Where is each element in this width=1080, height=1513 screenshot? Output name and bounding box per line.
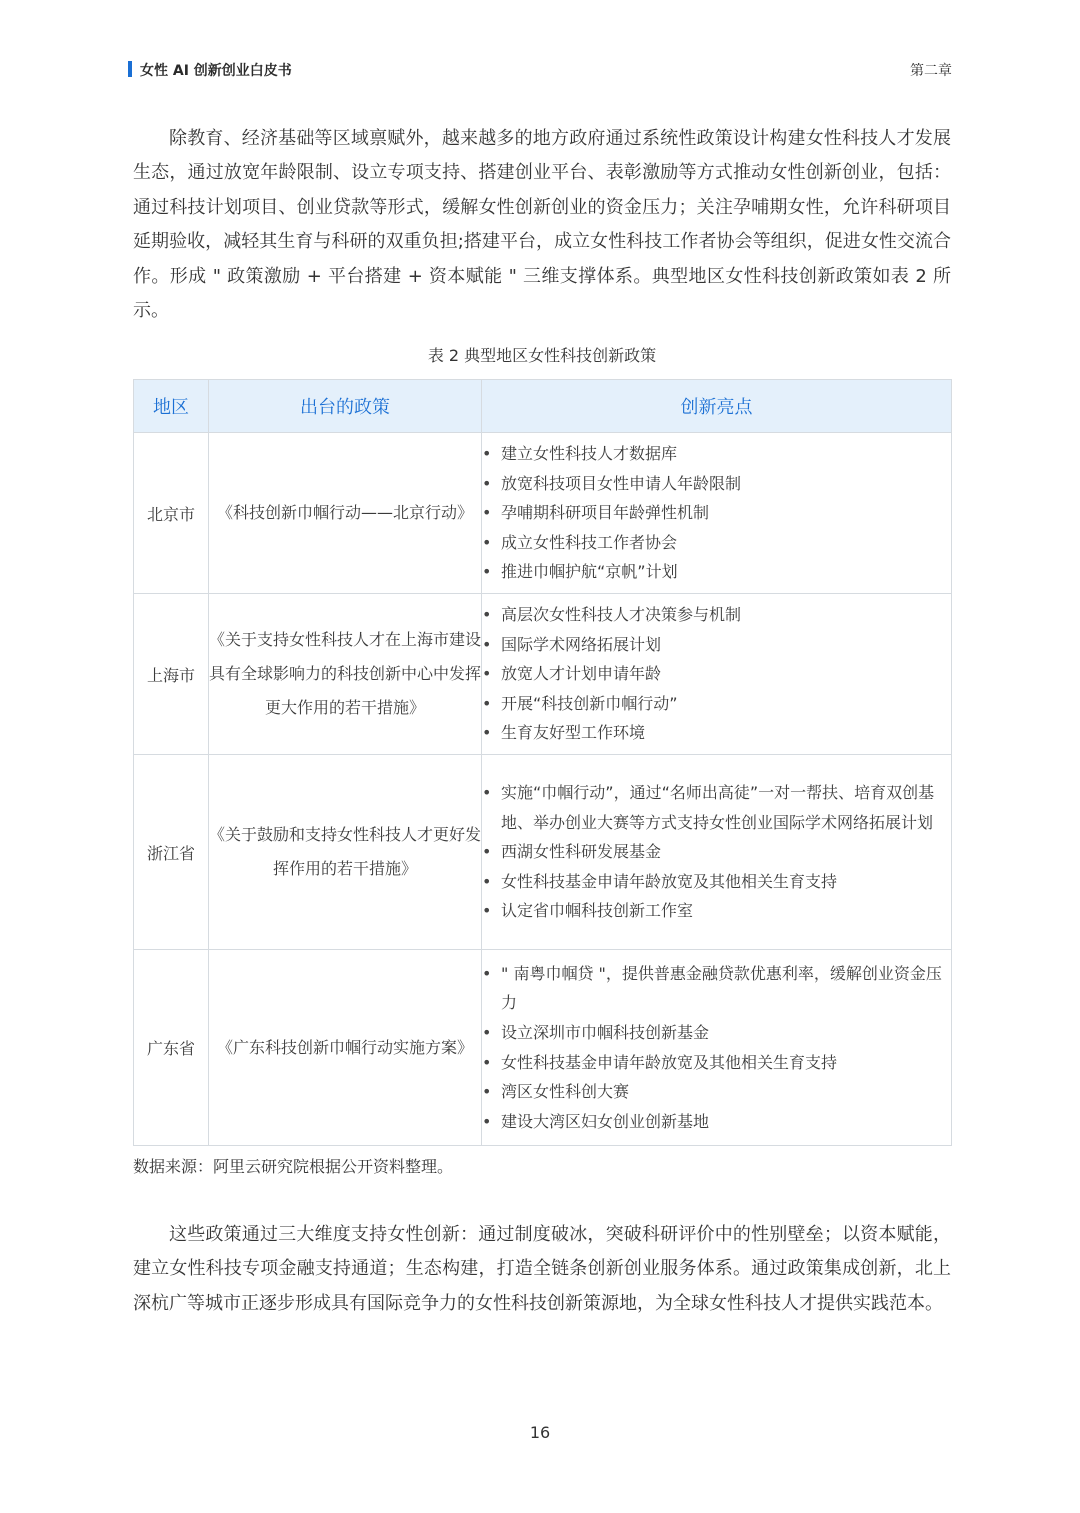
policy-cell: 《广东科技创新巾帼行动实施方案》 bbox=[209, 950, 482, 1146]
region-cell: 广东省 bbox=[134, 950, 209, 1146]
highlights-cell bbox=[482, 950, 952, 1146]
highlight-item: • 高层次女性科技人才决策参与机制 bbox=[482, 600, 951, 630]
header-region: 地区 bbox=[134, 380, 209, 433]
policy-cell: 《关于鼓励和支持女性科技人才更好发挥作用的若干措施》 bbox=[209, 755, 482, 950]
highlight-item: • 放宽科技项目女性申请人年龄限制 bbox=[482, 469, 951, 499]
policy-table bbox=[133, 379, 952, 1146]
highlight-item: • 湾区女性科创大赛 bbox=[482, 1077, 951, 1107]
region-cell: 浙江省 bbox=[134, 755, 209, 950]
page-header bbox=[128, 58, 952, 80]
data-source-note: 数据来源：阿里云研究院根据公开资料整理。 bbox=[133, 1157, 454, 1176]
region-cell: 北京市 bbox=[134, 433, 209, 594]
header-policy: 出台的政策 bbox=[209, 380, 482, 433]
highlight-item: • 推进巾帼护航“京帆”计划 bbox=[482, 557, 951, 587]
highlight-item: • 建立女性科技人才数据库 bbox=[482, 439, 951, 469]
highlight-item: • 生育友好型工作环境 bbox=[482, 718, 951, 748]
table-row bbox=[134, 755, 952, 950]
highlight-item: • 实施“巾帼行动”，通过“名师出高徒”一对一帮扶、培育双创基地、举办创业大赛等方式支持女性创业国际学术网络拓展计划 bbox=[482, 778, 951, 837]
region-cell: 上海市 bbox=[134, 594, 209, 755]
highlight-item: • 放宽人才计划申请年龄 bbox=[482, 659, 951, 689]
conclusion-paragraph: 这些政策通过三大维度支持女性创新：通过制度破冰，突破科研评价中的性别壁垒；以资本赋能，建立女性科技专项金融支持通道；生态构建，打造全链条创新创业服务体系。通过政策集成创新，北上深杭广等城市正逐步形成具有国际竞争力的女性科技创新策源地，为全球女性科技人才提供实践范本。 bbox=[133, 1224, 951, 1314]
page-number: 16 bbox=[529, 1423, 551, 1442]
header-accent-bar bbox=[128, 61, 132, 77]
highlight-item: • 认定省巾帼科技创新工作室 bbox=[482, 896, 951, 926]
highlights-cell bbox=[482, 433, 952, 594]
highlight-item: • 孕哺期科研项目年龄弹性机制 bbox=[482, 498, 951, 528]
highlight-item: • 开展“科技创新巾帼行动” bbox=[482, 689, 951, 719]
table-header-row bbox=[134, 380, 952, 433]
header-chapter: 第二章 bbox=[910, 63, 952, 79]
intro-paragraph: 除教育、经济基础等区域禀赋外，越来越多的地方政府通过系统性政策设计构建女性科技人才发展生态，通过放宽年龄限制、设立专项支持、搭建创业平台、表彰激励等方式推动女性创新创业，包括：通过科技计划项目、创业贷款等形式，缓解女性创新创业的资金压力；关注孕哺期女性，允许科研项目延期验收，减轻其生育与科研的双重负担;搭建平台，成立女性科技工作者协会等组织，促进女性交流合作。形成 " 政策激励 + 平台搭建 + 资本赋能 " 三维支撑体系。典型地区女性科技创新政策如表 2 所示。 bbox=[133, 128, 951, 322]
highlights-cell bbox=[482, 755, 952, 950]
table-row bbox=[134, 594, 952, 755]
highlight-item: • 女性科技基金申请年龄放宽及其他相关生育支持 bbox=[482, 1048, 951, 1078]
header-highlights: 创新亮点 bbox=[482, 380, 952, 433]
highlight-item: • " 南粤巾帼贷 "，提供普惠金融贷款优惠利率，缓解创业资金压力 bbox=[482, 959, 951, 1018]
header-title: 女性 AI 创新创业白皮书 bbox=[140, 63, 292, 79]
highlight-item: • 建设大湾区妇女创业创新基地 bbox=[482, 1107, 951, 1137]
highlight-item: • 设立深圳市巾帼科技创新基金 bbox=[482, 1018, 951, 1048]
policy-cell: 《关于支持女性科技人才在上海市建设具有全球影响力的科技创新中心中发挥更大作用的若干措施》 bbox=[209, 594, 482, 755]
policy-cell: 《科技创新巾帼行动——北京行动》 bbox=[209, 433, 482, 594]
highlights-cell bbox=[482, 594, 952, 755]
table-row bbox=[134, 433, 952, 594]
highlight-item: • 女性科技基金申请年龄放宽及其他相关生育支持 bbox=[482, 867, 951, 897]
highlight-item: • 西湖女性科研发展基金 bbox=[482, 837, 951, 867]
highlight-item: • 成立女性科技工作者协会 bbox=[482, 528, 951, 558]
table-caption: 表 2 典型地区女性科技创新政策 bbox=[427, 346, 657, 365]
highlight-item: • 国际学术网络拓展计划 bbox=[482, 630, 951, 660]
table-row bbox=[134, 950, 952, 1146]
